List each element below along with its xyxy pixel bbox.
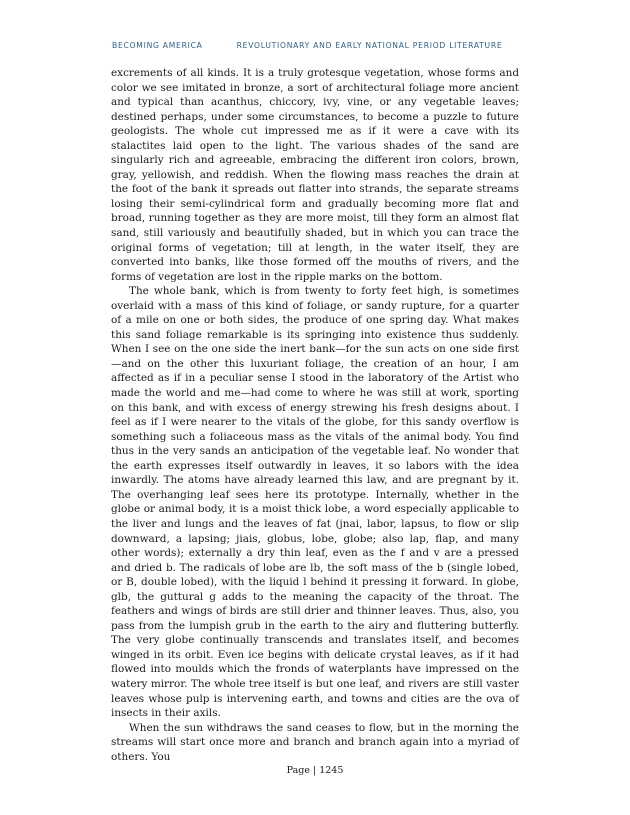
paragraph: When the sun withdraws the sand ceases to flow, but in the morning the streams will start once more and branch and branch again into a myriad of others. You [111, 721, 519, 763]
paragraph: The whole bank, which is from twenty to forty feet high, is sometimes overlaid with a mass of this kind of foliage, or sandy rupture, for a quarter of a mile on one or both sides, the produce of one spring day. What makes this sand foliage remarkable is its springing into existence thus suddenly. When I see on the one side the inert bank—for the sun acts on one side first—and on the other this luxuriant foliage, the creation of an hour, I am affected as if in a peculiar sense I stood in the laboratory of the Artist who made the world and me—had come to where he was still at work, sporting on this bank, and with excess of energy strewing his fresh designs about. I feel as if I were nearer to the vitals of the globe, for this sandy overflow is something such a foliaceous mass as the vitals of the animal body. You find thus in the very sands an anticipation of the vegetable leaf. No wonder that the earth expresses itself outwardly in leaves, it so labors with the idea inwardly. The atoms have already learned this law, and are pregnant by it. The overhanging leaf sees here its prototype. Internally, whether in the globe or animal body, it is a moist thick lobe, a word especially applicable to the liver and lungs and the leaves of fat (jnai, labor, lapsus, to flow or slip downward, a lapsing; jiais, globus, lobe, globe; also lap, flap, and many other words); externally a dry thin leaf, even as the f and v are a pressed and dried b. The radicals of lobe are lb, the soft mass of the b (single lobed, or B, double lobed), with the liquid l behind it pressing it forward. In globe, glb, the guttural g adds to the meaning the capacity of the throat. The feathers and wings of birds are still drier and thinner leaves. Thus, also, you pass from the lumpish grub in the earth to the airy and fluttering butterfly. The very globe continually transcends and translates itself, and becomes winged in its orbit. Even ice begins with delicate crystal leaves, as if it had flowed into moulds which the fronds of waterplants have impressed on the watery mirror. The whole tree itself is but one leaf, and rivers are still vaster leaves whose pulp is intervening earth, and towns and cities are the ova of insects in their axils. [111, 285, 519, 720]
page-number: Page | 1245 [286, 765, 344, 776]
header-book-title: BECOMING AMERICA [112, 41, 203, 50]
body-text [111, 66, 519, 764]
running-header [112, 41, 532, 50]
paragraph-continuation: excrements of all kinds. It is a truly grotesque vegetation, whose forms and color we see imitated in bronze, a sort of architectural foliage more ancient and typical than acanthus, chiccory, ivy, vine, or any vegetable leaves; destined perhaps, under some circumstances, to become a puzzle to future geologists. The whole cut impressed me as if it were a cave with its stalactites laid open to the light. The various shades of the sand are singularly rich and agreeable, embracing the different iron colors, brown, gray, yellowish, and reddish. When the flowing mass reaches the drain at the foot of the bank it spreads out flatter into strands, the separate streams losing their semi-cylindrical form and gradually becoming more flat and broad, running together as they are more moist, till they form an almost flat sand, still variously and beautifully shaded, but in which you can trace the original forms of vegetation; till at length, in the water itself, they are converted into banks, like those formed off the mouths of rivers, and the forms of vegetation are lost in the ripple marks on the bottom. [111, 67, 519, 283]
header-section-title: REVOLUTIONARY AND EARLY NATIONAL PERIOD LITERATURE [236, 41, 503, 50]
